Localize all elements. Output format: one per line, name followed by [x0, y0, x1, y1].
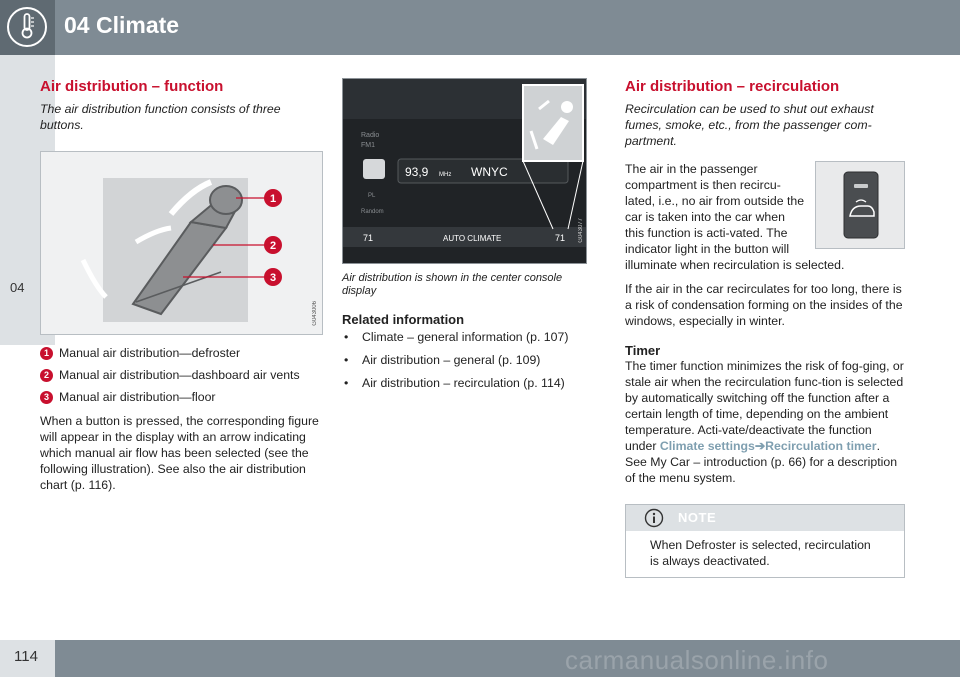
figure-callout-2: 2 [269, 240, 277, 252]
display-station: WNYC [471, 165, 508, 179]
menu-arrow-icon: ➔ [754, 439, 766, 453]
callout-item [40, 345, 323, 361]
figure-id: G043077 [578, 218, 584, 243]
timer-text-b: . See My Car – introduction (p. 66) for a description of the menu system. [625, 439, 898, 485]
figure-callout-3: 3 [269, 272, 277, 284]
callout-number: 2 [40, 369, 53, 382]
display-source-line1: Radio [361, 132, 380, 139]
callout-item [40, 389, 323, 405]
callout-text: Manual air distribution—defroster [59, 346, 241, 360]
section-heading: Air distribution – function [40, 78, 224, 95]
chapter-title: 04 Climate [64, 12, 180, 38]
recirculation-paragraph: The air in the passenger compartment is then recircu-lated, i.e., no air from outside the car is taken into the car when this function is acti-vated. The indicator light in the button will illuminate when recirculation is selected. [625, 162, 845, 272]
callout-item [40, 367, 323, 383]
callout-number: 3 [40, 391, 53, 404]
column-display-illustration [342, 78, 587, 398]
center-console-display [343, 79, 586, 263]
display-frequency-unit: MHz [439, 172, 452, 178]
display-left-temp: 71 [363, 233, 374, 243]
figure-id: G043006 [312, 301, 318, 326]
callout-number: 1 [40, 347, 53, 360]
section-intro: The air distribution function consists of three buttons. [40, 102, 281, 132]
recirculation-button-icon [816, 162, 904, 248]
display-climate-mode: AUTO CLIMATE [443, 234, 502, 243]
related-list [342, 329, 587, 391]
display-pl: PL [368, 193, 376, 199]
recirculation-wrap [625, 161, 905, 273]
display-frequency: 93,9 [405, 165, 429, 179]
related-link[interactable]: • Air distribution – recirculation (p. 114) [342, 375, 587, 391]
display-random: Random [361, 209, 384, 215]
note-header [626, 505, 904, 531]
body-paragraph: When a button is pressed, the corresponding figure will appear in the display with an arrow indicating which manual air flow has been selected (see the following illustration). See also the air distribution chart (p. 116). [40, 414, 319, 492]
page-number: 114 [14, 648, 38, 665]
column-air-distribution-function [40, 78, 323, 493]
note-text: When Defroster is selected, recirculation is always deactivated. [650, 538, 871, 568]
menu-path-climate-settings: Climate settings [659, 439, 755, 453]
note-box [625, 504, 905, 578]
figure-caption: Air distribution is shown in the center console display [342, 272, 563, 297]
callout-text: Manual air distribution—dashboard air vents [59, 368, 300, 382]
related-link[interactable]: • Air distribution – general (p. 109) [342, 352, 587, 368]
condensation-paragraph: If the air in the car recirculates for too long, there is a risk of condensation forming on the insides of the windows, especially in winter. [625, 282, 903, 328]
thermometer-icon [0, 0, 55, 55]
section-heading: Air distribution – recirculation [625, 78, 840, 95]
section-intro: Recirculation can be used to shut out exhaust fumes, smoke, etc., from the passenger com-partment. [625, 102, 874, 148]
timer-text-a: The timer function minimizes the risk of fog-ging, or stale air when the recirculation func-tion is selected by automatically switching off the function after a certain length of time, depending on the ambient temperature. Acti-vate/deactivate the function under [625, 359, 904, 453]
callout-list [40, 345, 323, 405]
recirculation-button-figure [815, 161, 905, 249]
menu-path-recirculation-timer: Recirculation timer [765, 439, 877, 453]
callout-text: Manual air distribution—floor [59, 390, 216, 404]
display-source-line2: FM1 [361, 142, 375, 149]
center-console-display-figure [342, 78, 587, 264]
watermark: carmanualsonline.info [565, 645, 829, 675]
chapter-icon-box [0, 0, 55, 55]
column-recirculation [625, 78, 905, 578]
timer-paragraph [625, 358, 905, 486]
figure-callout-1: 1 [269, 193, 277, 205]
note-title: NOTE [678, 510, 717, 525]
info-icon [644, 508, 664, 528]
seat-buttons-illustration [41, 152, 322, 334]
display-right-temp: 71 [555, 233, 566, 243]
related-heading: Related information [342, 312, 465, 327]
timer-heading: Timer [625, 343, 661, 358]
chapter-side-tab-label: 04 [10, 280, 25, 295]
related-link[interactable]: • Climate – general information (p. 107) [342, 329, 587, 345]
air-distribution-buttons-figure [40, 151, 323, 335]
